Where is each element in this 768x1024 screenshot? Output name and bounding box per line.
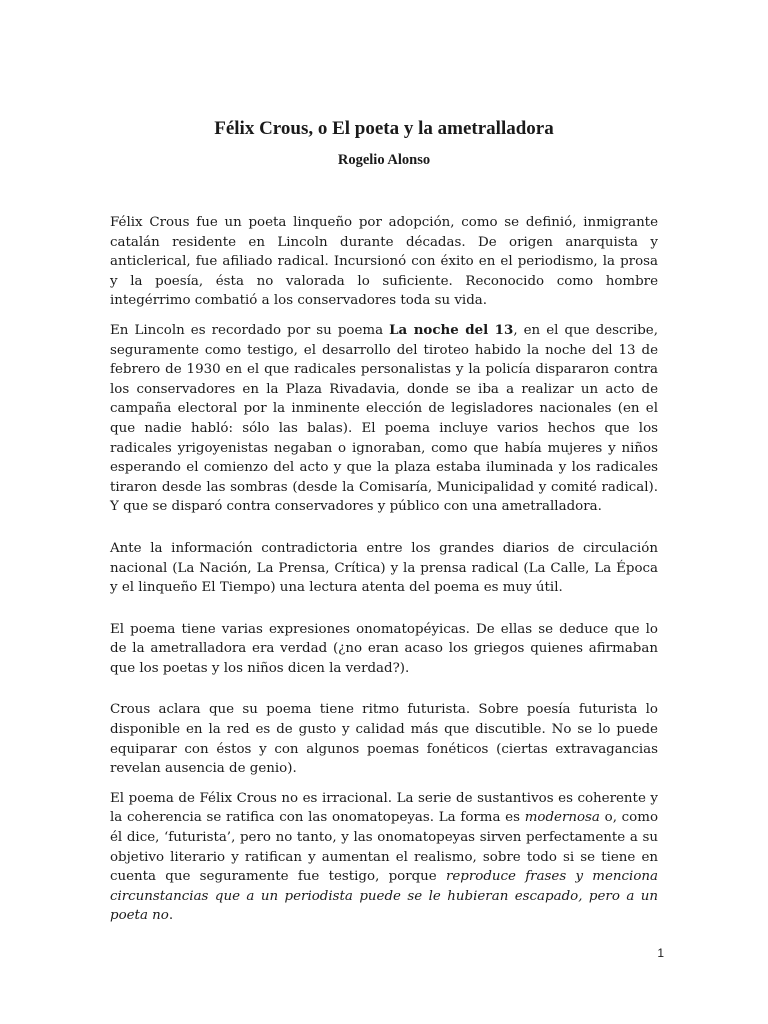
- paragraph-5-text: Crous aclara que su poema tiene ritmo futurista. Sobre poesía futurista lo disponible en la red es de gusto y calidad más que discutible. No se lo puede equiparar con éstos y con algunos poemas fonéticos (ciertas extravagancias revelan ausencia de genio).: [110, 702, 658, 777]
- paragraph-6-text-1: El poema de Félix Crous no es irracional. La serie de sustantivos es coherente y la coherencia se ratifica con las onomatopeyas. La forma es: [110, 790, 658, 826]
- paragraph-4: [110, 620, 658, 679]
- poem-title: La noche del 13: [389, 321, 514, 338]
- paragraph-6-italic-2: reproduce frases y menciona circunstancias que a un periodista puede se le hubieran escapado, pero a un poeta no: [110, 869, 658, 924]
- page-number: 1: [657, 946, 664, 960]
- document-title: Félix Crous, o El poeta y la ametralladora: [214, 118, 554, 139]
- paragraph-1: [110, 213, 658, 311]
- paragraph-5: [110, 700, 658, 778]
- paragraph-3: [110, 539, 658, 598]
- document-author: Rogelio Alonso: [337, 152, 431, 168]
- paragraph-4-text: El poema tiene varias expresiones onomatopéyicas. De ellas se deduce que lo de la ametralladora era verdad (¿no eran acaso los griegos quienes afirmaban que los poetas y los niños dicen la verdad?).: [110, 621, 658, 676]
- paragraph-3-text: Ante la información contradictoria entre los grandes diarios de circulación nacional (La Nación, La Prensa, Crítica) y la prensa radical (La Calle, La Época y el linqueño El Tiempo) una lectura atenta del poema es muy útil.: [110, 540, 658, 596]
- paragraph-6-text-2: o, como él dice, ‘futurista’, pero no tanto, y las onomatopeyas sirven perfectamente a su objetivo literario y ratifican y aumentan el realismo, sobre todo si se tiene en cuenta que seguramente fue testigo, porque: [110, 810, 659, 885]
- paragraph-2-text-after: , en el que describe, seguramente como testigo, el desarrollo del tiroteo habido la noche del 13 de febrero de 1930 en el que radicales personalistas y la policía dispararon contra los conservadores en la Plaza Rivadavia, donde se iba a realizar un acto de campaña electoral por la inminente elección de legisladores nacionales (en el que nadie habló: sólo las balas). El poema incluye varios hechos que los radicales yrigoyenistas negaban o ignoraban, como que había mujeres y niños esperando el comienzo del acto y que la plaza estaba iluminada y los radicales tiraron desde las sombras (desde la Comisaría, Municipalidad y comité radical). Y que se disparó contra conservadores y público con una ametralladora.: [110, 322, 658, 515]
- paragraph-2: [110, 321, 658, 517]
- paragraph-6-italic-1: modernosa: [524, 810, 600, 826]
- paragraph-6-end: .: [168, 908, 174, 924]
- paragraph-1-text: Félix Crous fue un poeta linqueño por adopción, como se definió, inmigrante catalán residente en Lincoln durante décadas. De origen anarquista y anticlerical, fue afiliado radical. Incursionó con éxito en el periodismo, la prosa y la poesía, ésta no valorada lo suficiente. Reconocido como hombre integérrimo combatió a los conservadores toda su vida.: [110, 215, 658, 309]
- document-body: [110, 213, 658, 926]
- paragraph-6: [110, 789, 658, 926]
- paragraph-2-text-before: En Lincoln es recordado por su poema: [110, 322, 390, 338]
